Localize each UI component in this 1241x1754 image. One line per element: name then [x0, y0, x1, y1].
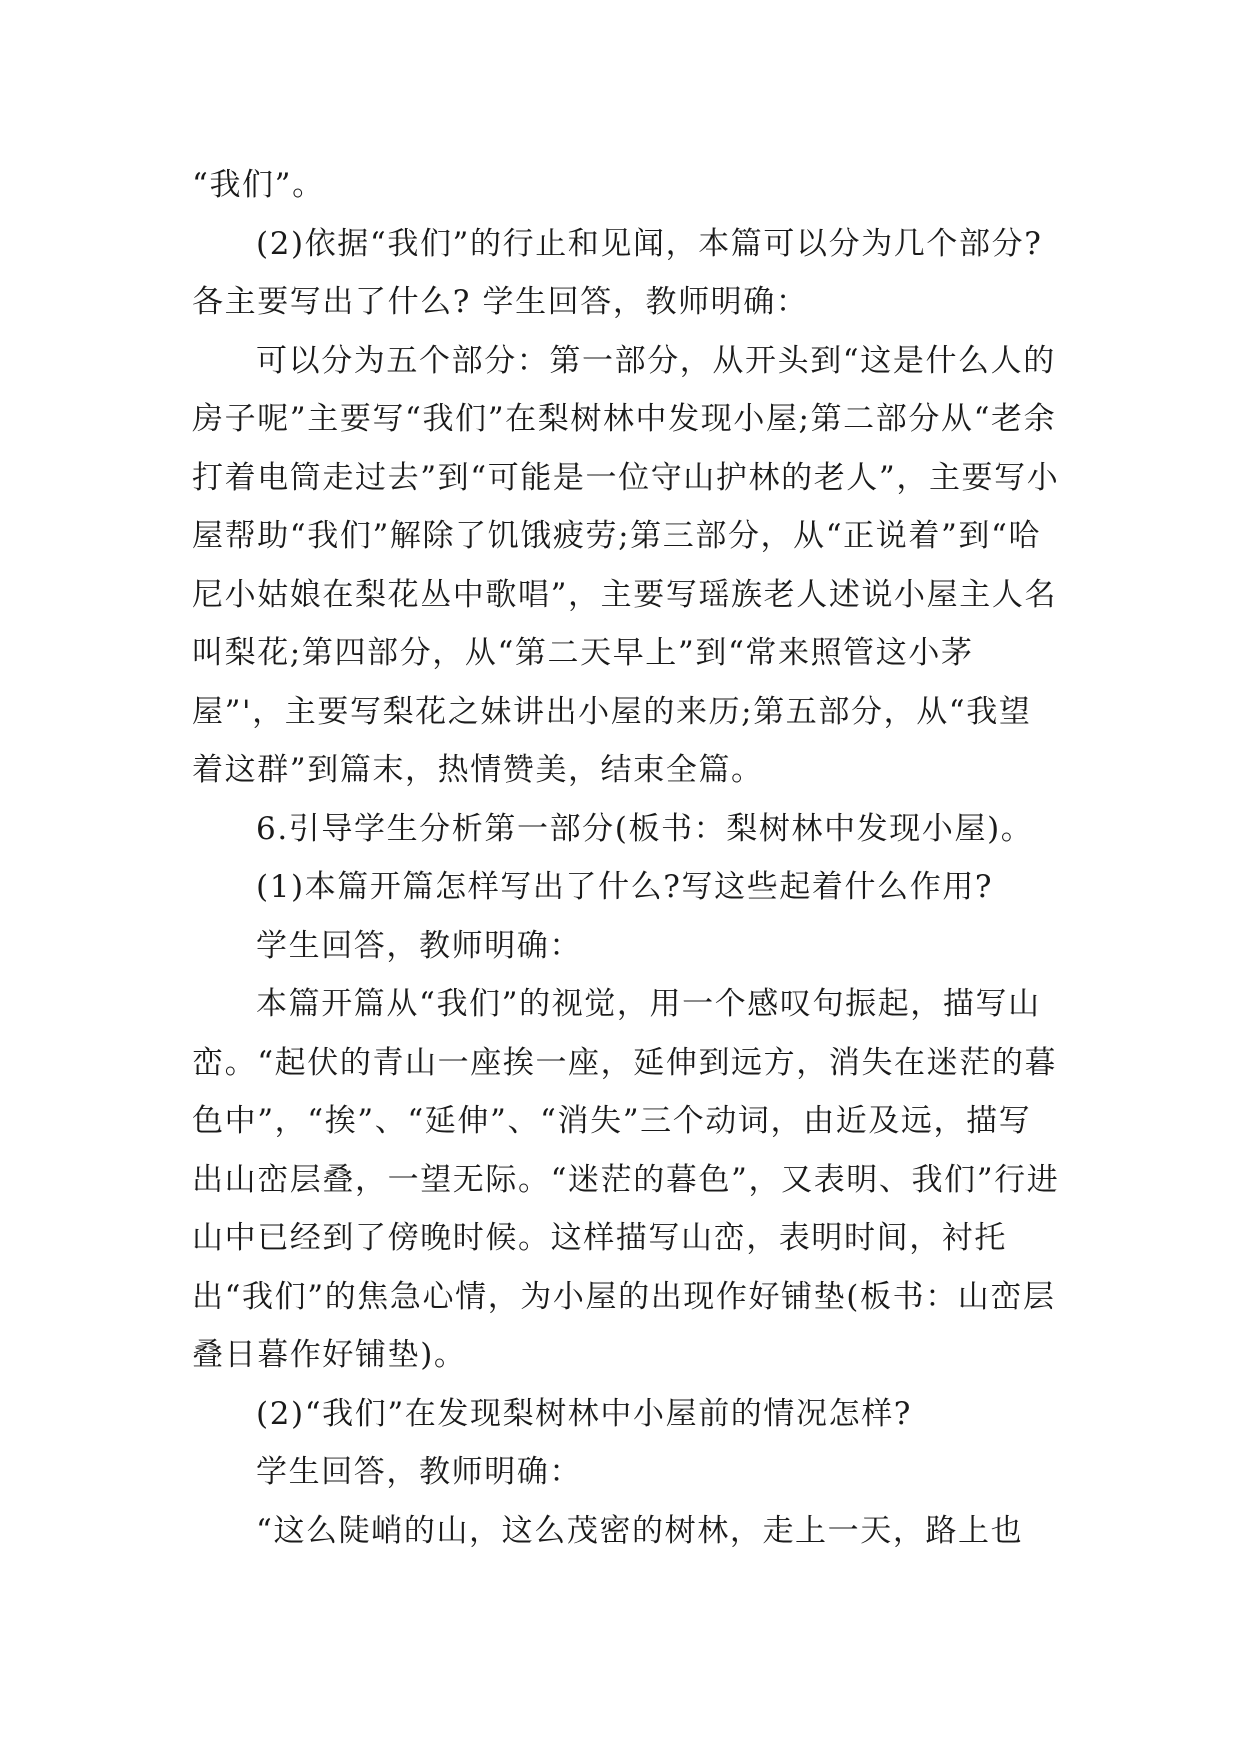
paragraph: 学生回答，教师明确：	[256, 927, 582, 964]
paragraph: 6.引导学生分析第一部分(板书：梨树林中发现小屋)。	[256, 810, 1034, 847]
paragraph: “这么陡峭的山，这么茂密的树林，走上一天，路上也	[256, 1512, 1024, 1549]
paragraph: 本篇开篇从“我们”的视觉，用一个感叹句振起，描写山峦。“起伏的青山一座挨一座，延伸到远方，消失在迷茫的暮色中”，“挨”、“延伸”、“消失”三个动词，由近及远，描写出山峦层叠，一望无际。“迷茫的暮色”，又表明、我们”行进山中已经到了傍晚时候。这样描写山峦，表明时间，衬托出“我们”的焦急心情，为小屋的出现作好铺垫(板书：山峦层叠日暮作好铺垫)。	[192, 986, 1060, 1373]
paragraph: 学生回答，教师明确：	[256, 1454, 582, 1490]
paragraph: “我们”。	[192, 167, 325, 203]
paragraph: 可以分为五个部分：第一部分，从开头到“这是什么人的房子呢”主要写“我们”在梨树林中发现小屋;第二部分从“老余打着电筒走过去”到“可能是一位守山护林的老人”，主要写小屋帮助“我们”解除了饥饿疲劳;第三部分，从“正说着”到“哈尼小姑娘在梨花丛中歌唱”，主要写瑶族老人述说小屋主人名叫梨花;第四部分，从“第二天早上”到“常来照管这小茅屋”'，主要写梨花之妹讲出小屋的来历;第五部分，从“我望着这群”到篇末，热情赞美，结束全篇。	[192, 342, 1060, 788]
paragraph: (2)“我们”在发现梨树林中小屋前的情况怎样?	[256, 1395, 913, 1432]
paragraph: (2)依据“我们”的行止和见闻，本篇可以分为几个部分?各主要写出了什么? 学生回答，教师明确：	[192, 225, 1043, 320]
paragraph: (1)本篇开篇怎样写出了什么?写这些起着什么作用?	[256, 869, 994, 905]
body-text	[192, 156, 1062, 1560]
